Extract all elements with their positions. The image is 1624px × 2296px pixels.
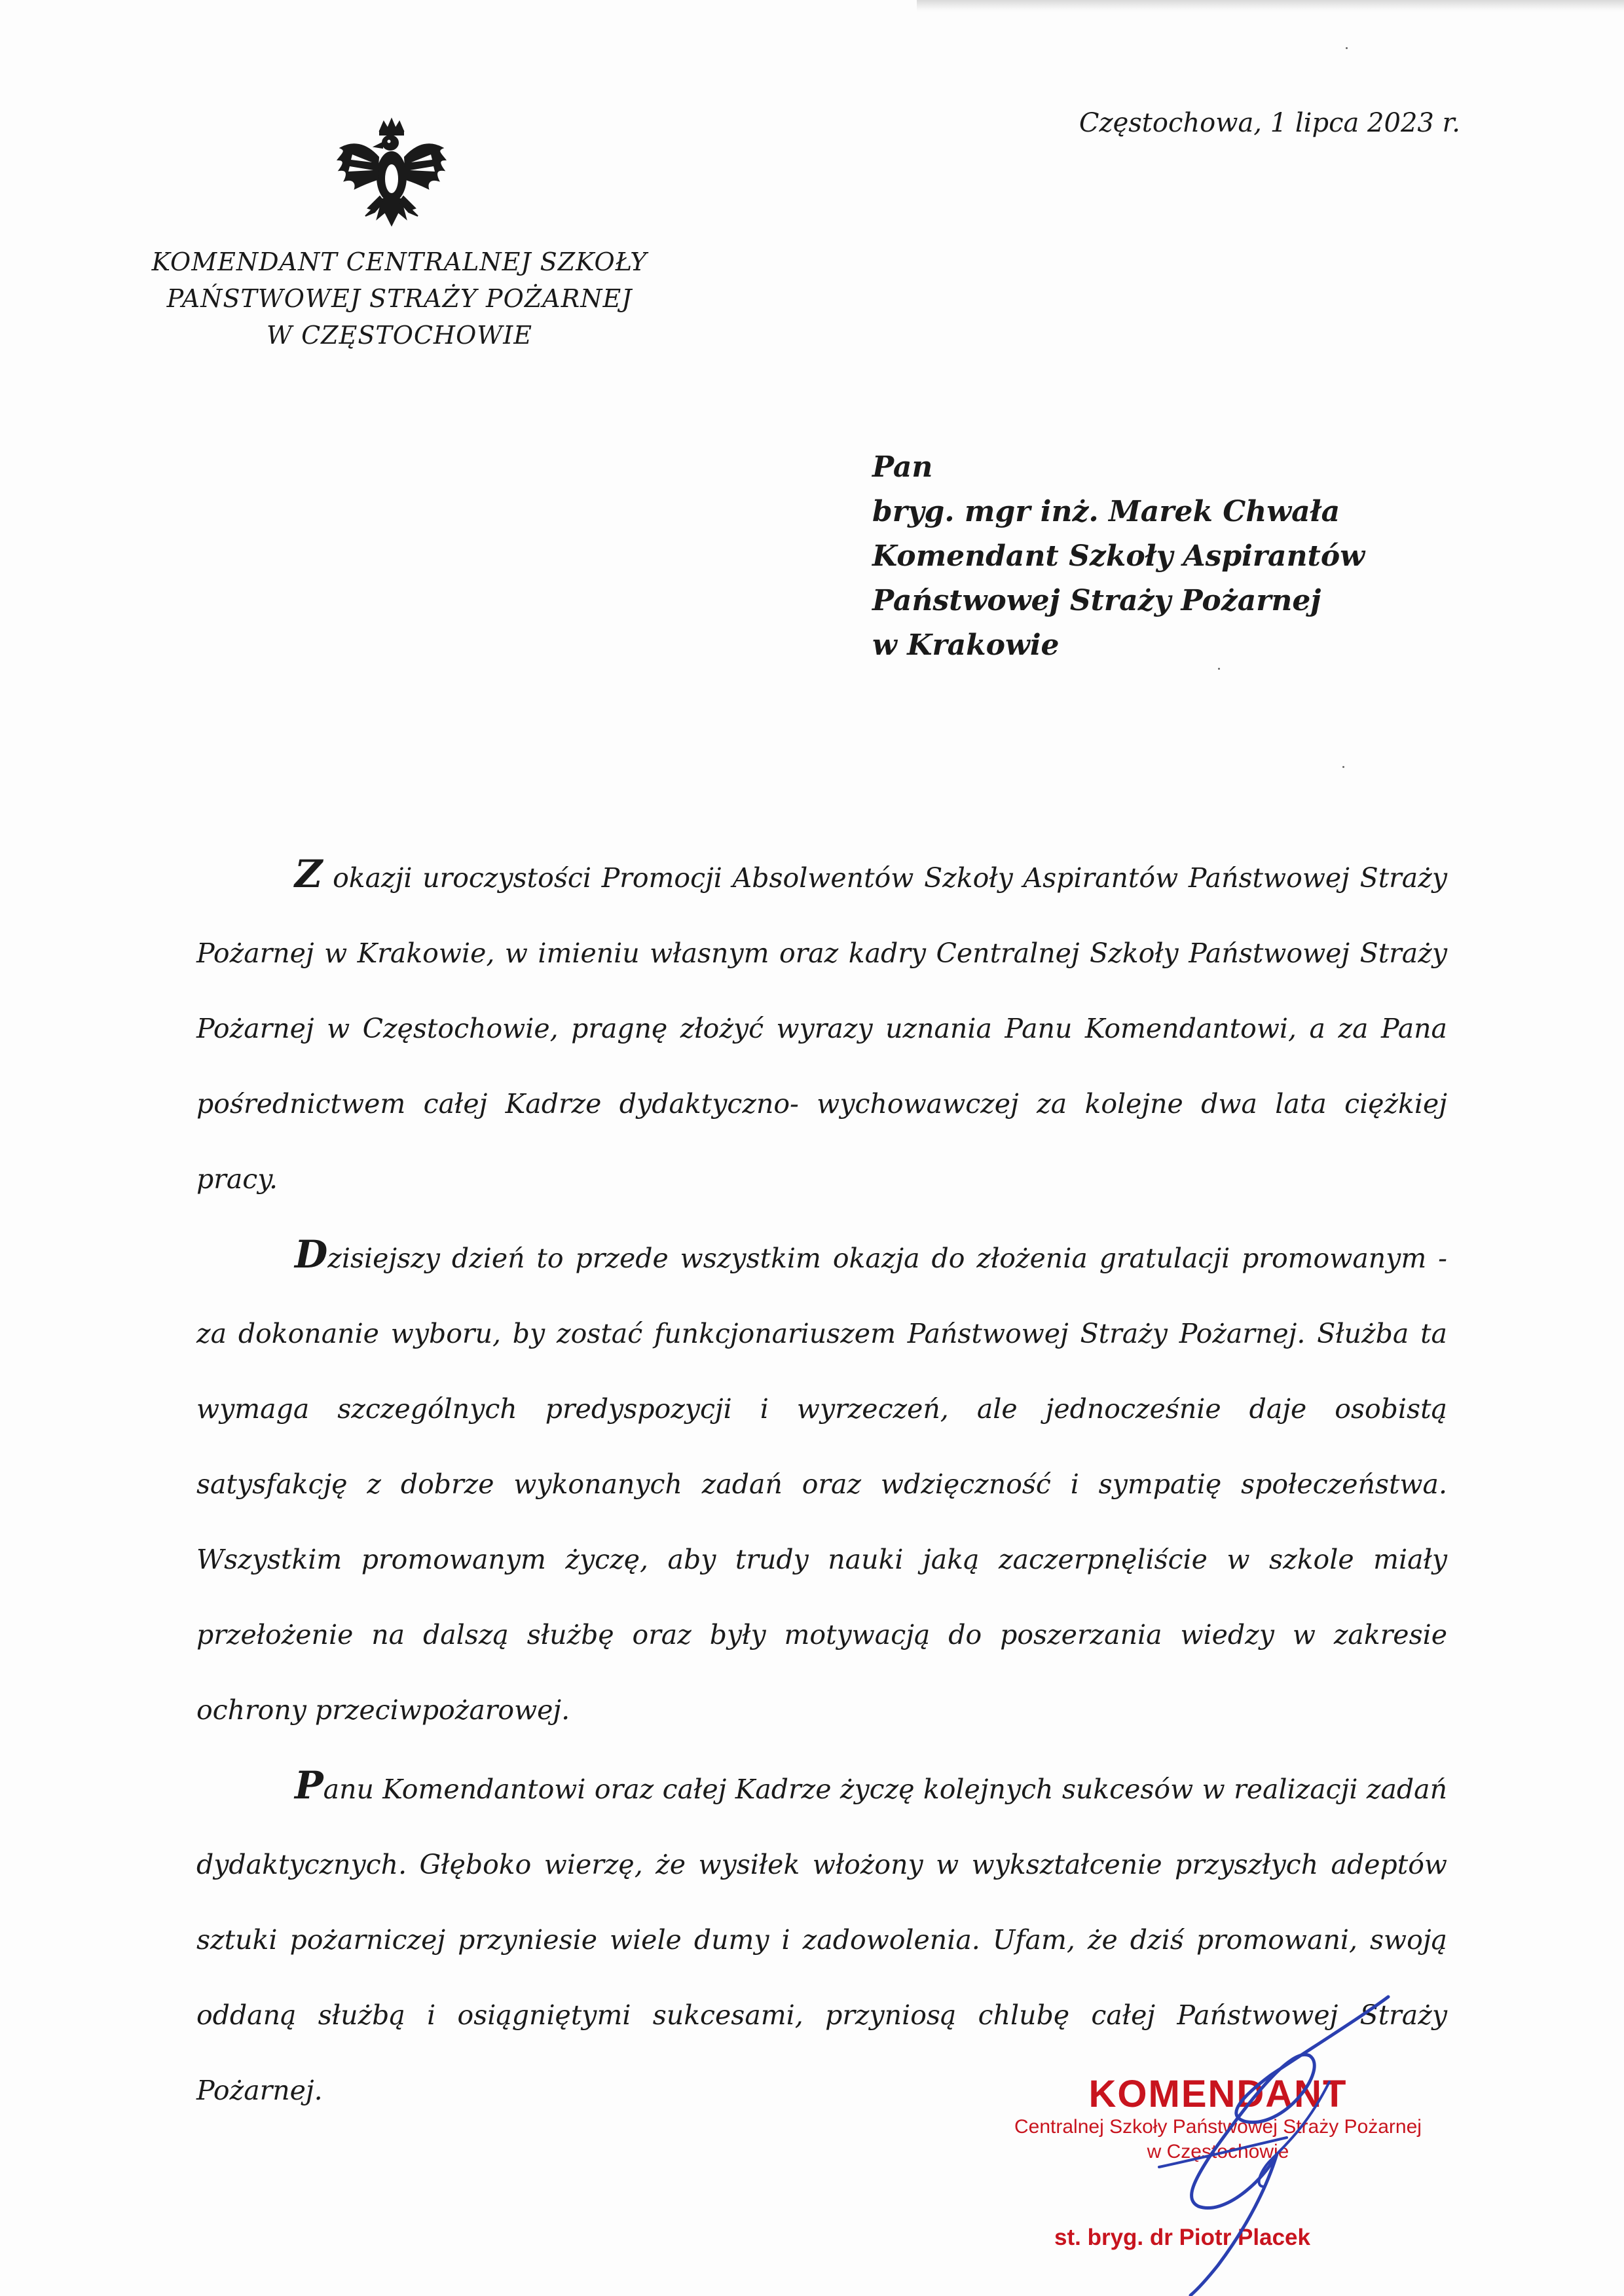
polish-eagle-icon — [333, 117, 451, 238]
issuer-block — [131, 244, 668, 354]
stamp-signer: st. bryg. dr Piotr Placek — [1054, 2225, 1310, 2250]
issuer-line-3: W CZĘSTOCHOWIE — [266, 321, 533, 350]
scan-speck — [1346, 47, 1348, 49]
stamp-line-1: Centralnej Szkoły Państwowej Straży Pożarnej — [1014, 2116, 1422, 2138]
scan-edge-shadow — [917, 0, 1624, 12]
body-paragraph-2: Dzisiejszy dzień to przede wszystkim okazja do złożenia gratulacji promowanym - za dokonanie wyboru, by zostać funkcjonariuszem Państwowej Straży Pożarnej. Służba ta wymaga szczególnych predyspozycji i wyrzeczeń, ale jednocześnie daje osobistą satysfakcję z dobrze wykonanych zadań oraz wdzięczność i sympatię społeczeństwa. Wszystkim promowanym życzę, aby trudy nauki jaką zaczerpnęliście w szkole miały przełożenie na dalszą służbę oraz były motywacją do poszerzania wiedzy w zakresie ochrony przeciwpożarowej. — [196, 1232, 1447, 1726]
letter-date: Częstochowa, 1 lipca 2023 r. — [1079, 108, 1460, 138]
scan-speck — [1218, 668, 1220, 670]
recipient-block — [872, 445, 1462, 668]
stamp-title: KOMENDANT — [1088, 2073, 1348, 2115]
recipient-salutation: Pan — [872, 450, 933, 484]
scan-speck — [1342, 766, 1344, 768]
stamp-line-2: w Częstochowie — [1147, 2141, 1289, 2162]
issuer-line-1: KOMENDANT CENTRALNEJ SZKOŁY — [151, 247, 648, 276]
recipient-city: w Krakowie — [872, 629, 1060, 662]
recipient-name: bryg. mgr inż. Marek Chwała — [872, 495, 1340, 528]
letter-body — [196, 837, 1447, 2128]
body-paragraph-1: Z okazji uroczystości Promocji Absolwentów Szkoły Aspirantów Państwowej Straży Pożarnej w Krakowie, w imieniu własnym oraz kadry Centralnej Szkoły Państwowej Straży Pożarnej w Częstochowie, pragnę złożyć wyrazy uznania Panu Komendantowi, a za Pana pośrednictwem całej Kadrze dydaktyczno- wychowawczej za kolejne dwa lata ciężkiej pracy. — [196, 852, 1447, 1195]
body-paragraph-3: Panu Komendantowi oraz całej Kadrze życzę kolejnych sukcesów w realizacji zadań dydaktycznych. Głęboko wierzę, że wysiłek włożony w wykształcenie przyszłych adeptów sztuki pożarniczej przyniesie wiele dumy i zadowolenia. Ufam, że dziś promowani, swoją oddaną służbą i osiągniętymi sukcesami, przyniosą chlubę całej Państwowej Straży Pożarnej. — [196, 1763, 1447, 2106]
handwritten-signature — [1113, 1990, 1480, 2296]
recipient-title: Komendant Szkoły Aspirantów — [872, 539, 1365, 573]
issuer-line-2: PAŃSTWOWEJ STRAŻY POŻARNEJ — [166, 284, 633, 313]
recipient-organization: Państwowej Straży Pożarnej — [872, 584, 1321, 617]
